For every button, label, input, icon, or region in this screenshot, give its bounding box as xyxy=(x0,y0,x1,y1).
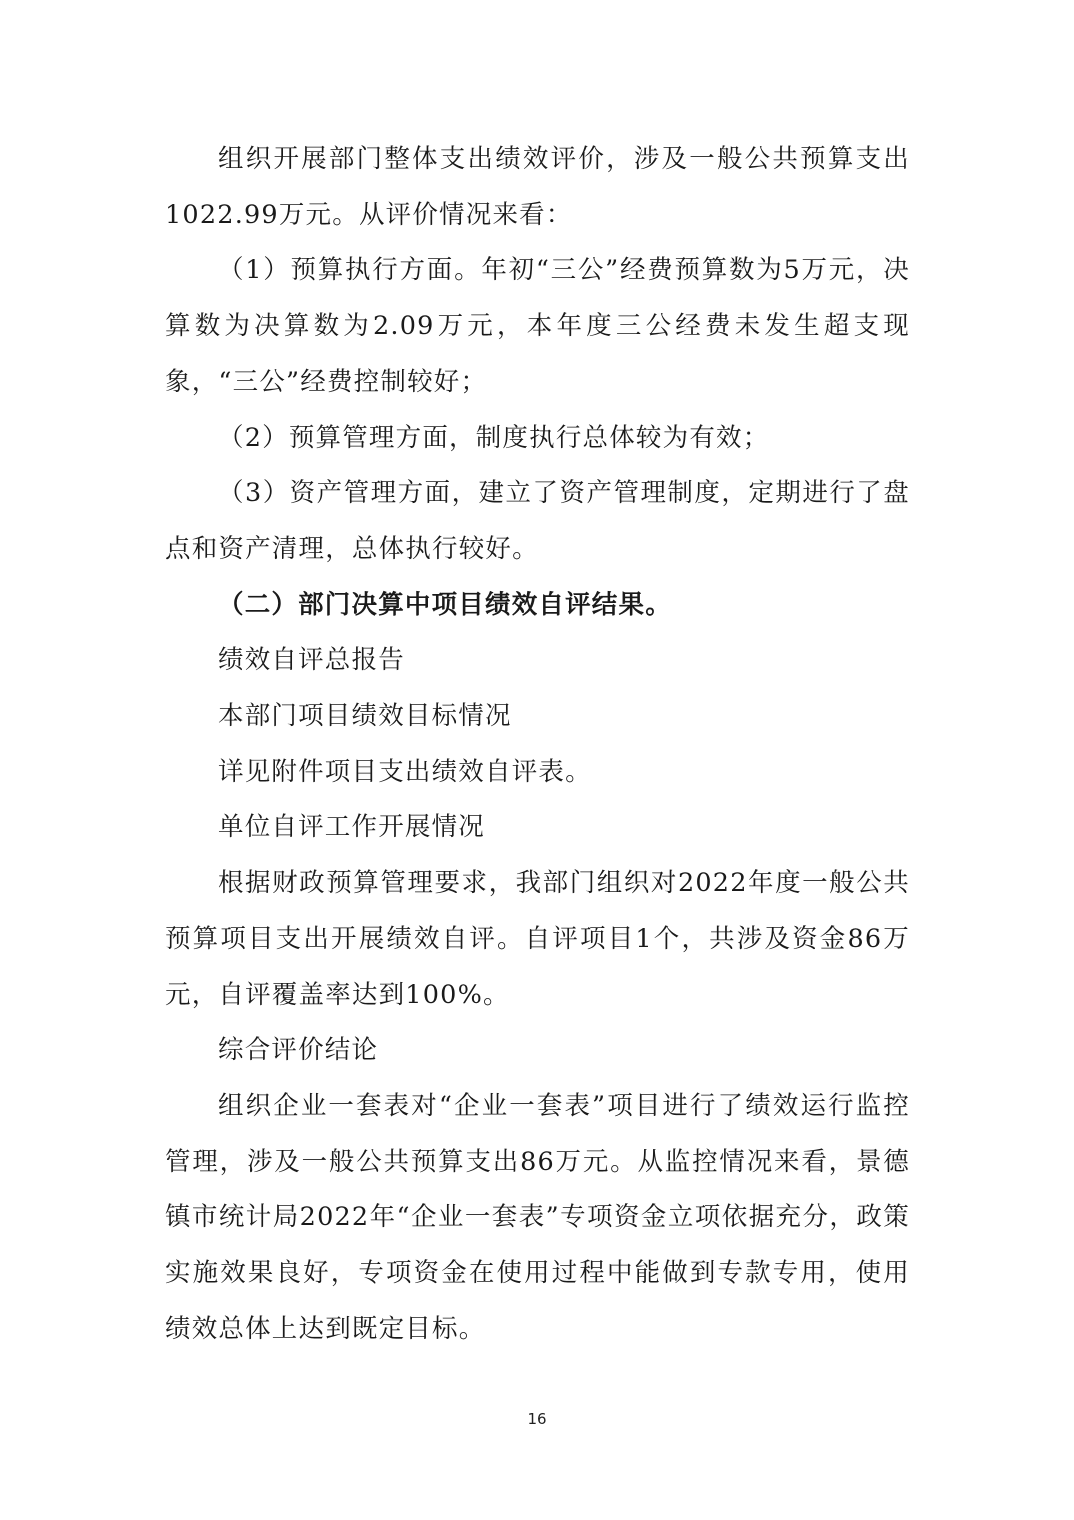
paragraph-conclusion: 组织企业一套表对“企业一套表”项目进行了绩效运行监控管理，涉及一般公共预算支出86万元。从监控情况来看，景德镇市统计局2022年“企业一套表”专项资金立项依据充分，政策实施效果良好，专项资金在使用过程中能做到专款专用，使用绩效总体上达到既定目标。 xyxy=(165,1090,910,1344)
subheading-conclusion: 综合评价结论 xyxy=(218,1035,379,1066)
section-heading-project-results: （二）部门决算中项目绩效自评结果。 xyxy=(218,589,672,620)
paragraph-budget-execution: （1）预算执行方面。年初“三公”经费预算数为5万元，决算数为决算数为2.09万元，本年度三公经费未发生超支现象，“三公”经费控制较好； xyxy=(165,255,910,397)
paragraph-asset-management: （3）资产管理方面，建立了资产管理制度，定期进行了盘点和资产清理，总体执行较好。 xyxy=(165,478,910,564)
page-number: 16 xyxy=(527,1410,547,1428)
document-body xyxy=(165,132,910,1357)
paragraph-see-attachment: 详见附件项目支出绩效自评表。 xyxy=(218,756,592,787)
paragraph-overall-evaluation: 组织开展部门整体支出绩效评价，涉及一般公共预算支出1022.99万元。从评价情况来看： xyxy=(165,144,910,230)
subheading-project-targets: 本部门项目绩效目标情况 xyxy=(218,701,512,732)
subheading-self-evaluation-work: 单位自评工作开展情况 xyxy=(218,812,486,843)
paragraph-self-evaluation-details: 根据财政预算管理要求，我部门组织对2022年度一般公共预算项目支出开展绩效自评。自评项目1个，共涉及资金86万元，自评覆盖率达到100%。 xyxy=(165,868,910,1010)
paragraph-budget-management: （2）预算管理方面，制度执行总体较为有效； xyxy=(218,422,770,453)
subheading-self-evaluation-report: 绩效自评总报告 xyxy=(218,645,405,676)
